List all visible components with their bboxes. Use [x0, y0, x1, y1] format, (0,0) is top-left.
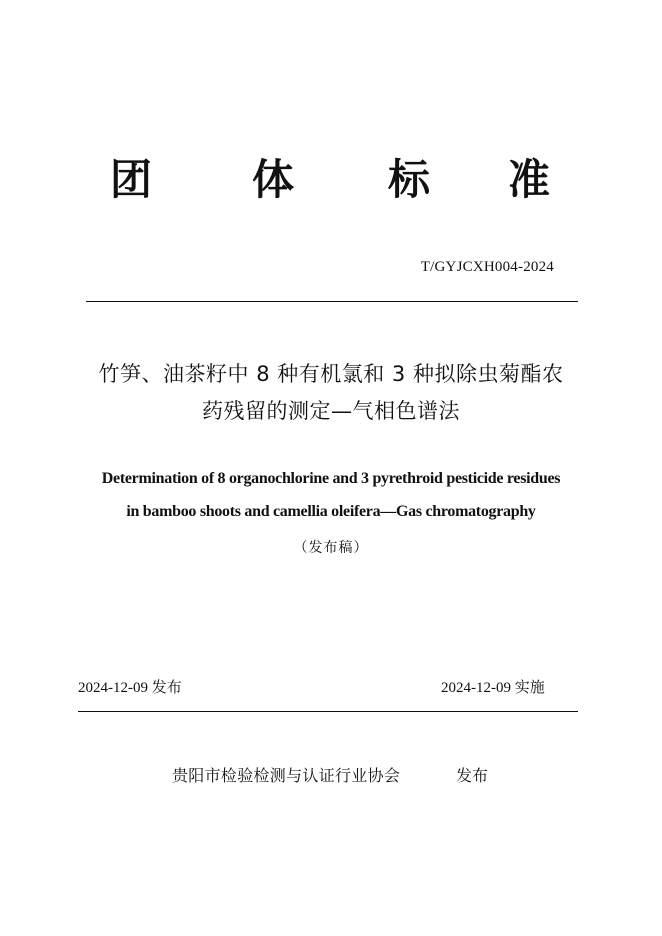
top-divider	[86, 301, 578, 302]
publish-date: 2024-12-09 发布	[78, 680, 182, 696]
draft-status: （发布稿）	[293, 540, 369, 556]
issuer-name: 贵阳市检验检测与认证行业协会	[172, 766, 401, 785]
chinese-title	[30, 356, 632, 430]
standard-type-heading	[0, 152, 662, 212]
issuer-action: 发布	[456, 766, 489, 785]
english-title-line: in bamboo shoots and camellia oleifera—Gas chromatography	[126, 503, 536, 520]
standard-type-char: 体	[252, 155, 295, 204]
standard-type-char: 标	[388, 155, 431, 204]
english-title	[30, 462, 632, 528]
standard-code: T/GYJCXH004-2024	[420, 259, 554, 275]
implement-date: 2024-12-09 实施	[441, 680, 545, 696]
chinese-title-line: 药残留的测定—气相色谱法	[202, 399, 460, 423]
standard-type-char: 准	[508, 155, 551, 204]
standard-type-char: 团	[110, 155, 153, 204]
chinese-title-line: 竹笋、油茶籽中 8 种有机氯和 3 种拟除虫菊酯农	[98, 362, 564, 386]
english-title-line: Determination of 8 organochlorine and 3 pyrethroid pesticide residues	[101, 470, 561, 487]
bottom-divider	[78, 711, 578, 712]
